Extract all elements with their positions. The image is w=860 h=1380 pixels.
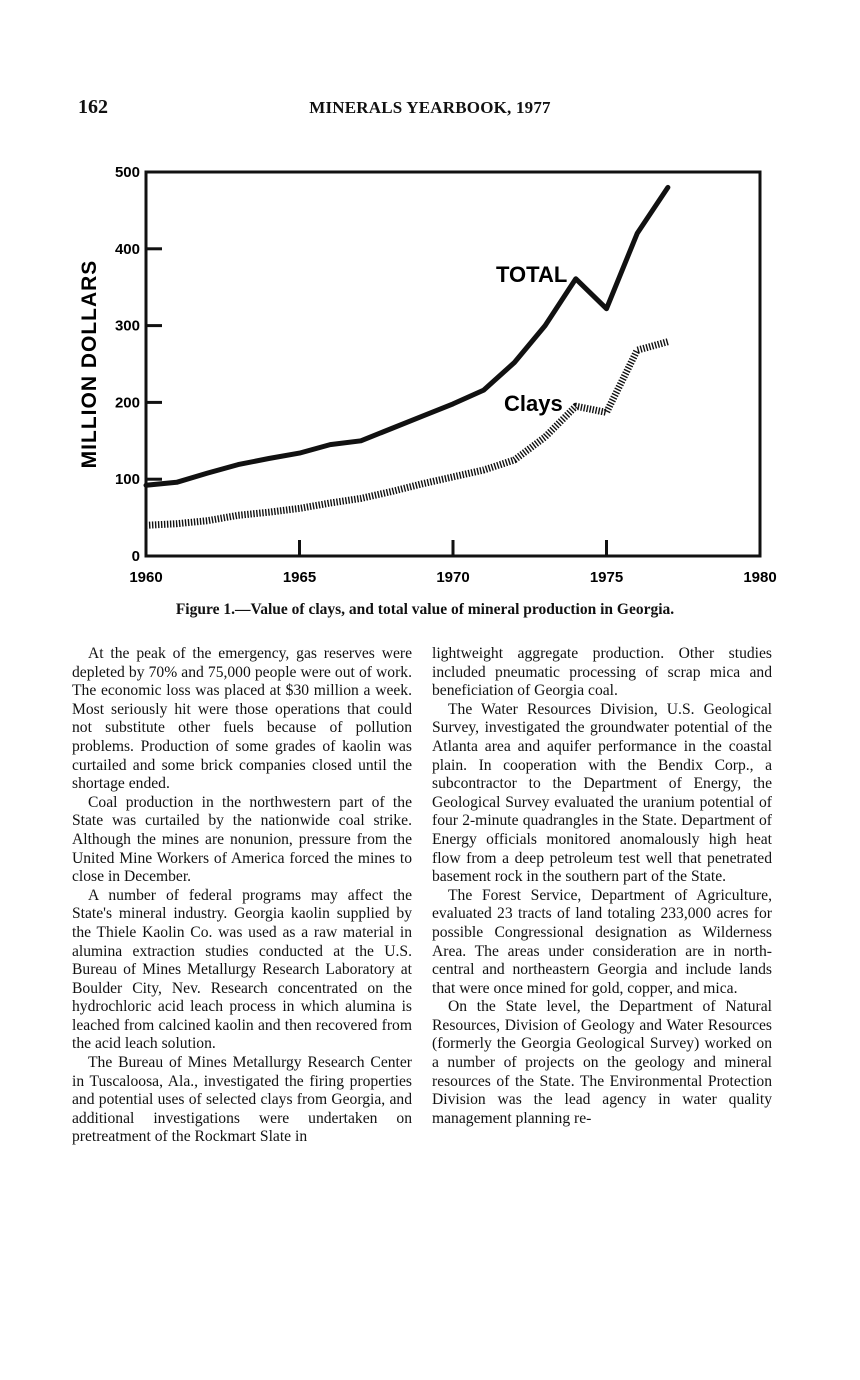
x-tick-label: 1960	[129, 569, 163, 586]
running-title: MINERALS YEARBOOK, 1977	[309, 98, 551, 117]
x-tick-label: 1975	[589, 569, 624, 586]
text-column-right	[432, 645, 772, 1128]
series-lines	[146, 187, 668, 525]
paragraph: A number of federal programs may affect the State's mineral industry. Georgia kaolin supplied by the Thiele Kaolin Co. was used as a raw material in alumina extraction studies conducted at the U.S. Bureau of Mines Metallurgy Research Laboratory at Boulder City, Nev. Research concentrated on the hydrochloric acid leach process in which alumina is leached from calcined kaolin and then recovered from the acid leach solution.	[72, 886, 412, 1053]
paragraph: At the peak of the emergency, gas reserves were depleted by 70% and 75,000 people were out of work. The economic loss was placed at $30 million a week. Most seriously hit were those operations that could not substitute other fuels because of pollution problems. Production of some grades of kaolin was curtailed and some brick companies closed until the shortage ended.	[72, 645, 412, 793]
y-tick-label: 400	[114, 240, 140, 258]
series-line-clays	[146, 342, 668, 526]
x-tick-label: 1980	[743, 569, 777, 586]
y-tick-label: 200	[114, 394, 140, 412]
paragraph: The Forest Service, Department of Agriculture, evaluated 23 tracts of land totaling 233,000 acres for possible Congressional designation as Wilderness Area. The areas under consideration are in north-central and northeastern Georgia and include lands that were once mined for gold, copper, and mica.	[432, 886, 772, 997]
paragraph: lightweight aggregate production. Other studies included pneumatic processing of scrap mica and beneficiation of Georgia coal.	[432, 645, 772, 700]
page-number: 162	[78, 96, 108, 118]
plot-frame	[146, 172, 760, 556]
x-tick-label: 1970	[436, 569, 470, 586]
x-tick-label: 1965	[282, 569, 317, 586]
tick-labels	[115, 164, 777, 586]
y-tick-label: 300	[114, 317, 140, 335]
y-tick-label: 100	[114, 471, 140, 489]
figure-caption: Figure 1.—Value of clays, and total value of mineral production in Georgia.	[175, 601, 675, 618]
paragraph: The Water Resources Division, U.S. Geological Survey, investigated the groundwater potential of the Atlanta area and aquifer performance in the coastal plain. In cooperation with the Bendix Corp., a subcontractor to the Department of Energy, the Geological Survey evaluated the uranium potential of four 2-minute quadrangles in the State. Department of Energy officials monitored anomalously high heat flow from a deep petroleum test well that penetrated basement rock in the southern part of the State.	[432, 700, 772, 886]
series-label-clays: Clays	[504, 391, 563, 416]
series-line-total	[146, 187, 668, 485]
paragraph: The Bureau of Mines Metallurgy Research Center in Tuscaloosa, Ala., investigated the firing properties and potential uses of selected clays from Georgia, and additional investigations were undertaken on pretreatment of the Rockmart Slate in	[72, 1054, 412, 1146]
line-chart	[0, 140, 860, 590]
series-label-total: TOTAL	[496, 262, 568, 287]
paragraph: Coal production in the northwestern part of the State was curtailed by the nationwide coal strike. Although the mines are nonunion, pressure from the United Mine Workers of America forced the mines to close in December.	[72, 793, 412, 886]
y-axis-label: MILLION DOLLARS	[78, 259, 101, 469]
text-column-left	[72, 645, 412, 1147]
y-tick-label: 500	[114, 164, 140, 181]
paragraph: On the State level, the Department of Natural Resources, Division of Geology and Water Resources (formerly the Georgia Geological Survey) worked on a number of projects on the geology and mineral resources of the State. The Environmental Protection Division was the lead agency in water quality management planning re-	[432, 998, 772, 1127]
y-tick-label: 0	[131, 548, 140, 565]
